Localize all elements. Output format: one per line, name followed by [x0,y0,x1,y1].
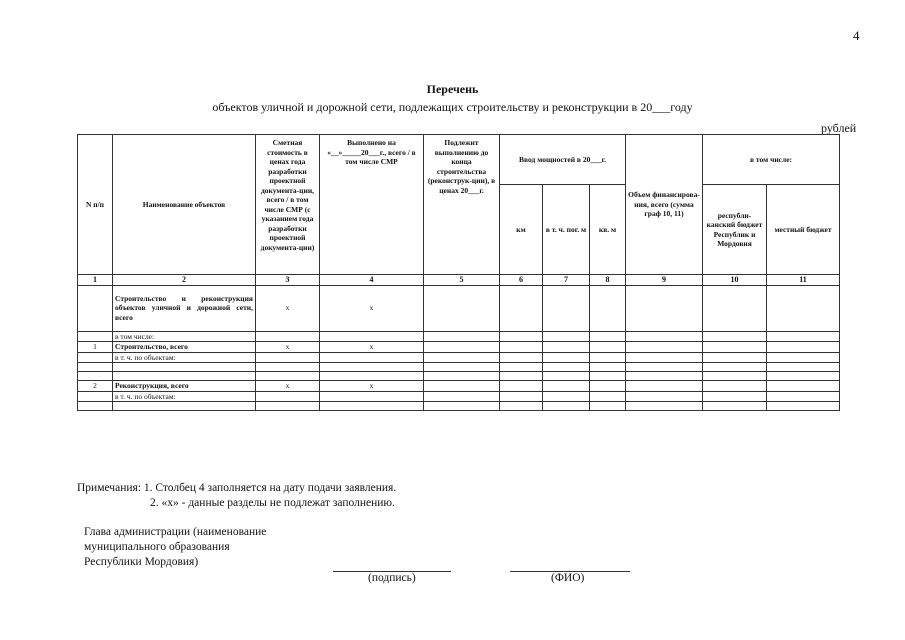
table-row [78,342,840,353]
note-2: 2. «х» - данные разделы не подлежат заполнению. [150,497,395,509]
row-number: 1 [78,342,113,353]
table-row [78,402,840,411]
currency-label: рублей [821,121,857,135]
x-mark: х [320,342,424,353]
table-row [78,381,840,392]
fio-caption: (ФИО) [551,572,585,584]
col-number: 9 [626,275,703,286]
col-number: 11 [767,275,840,286]
header-todo: Подлежит выполнению до конца строительства (реконструк-ции), в ценах 20___г. [424,135,500,275]
table-row [78,372,840,381]
signature-line-1: Глава администрации (наименование [84,526,267,538]
header-volume: Объем финансирова-ния, всего (сумма граф 10, 11) [626,135,703,275]
table-row [78,391,840,402]
signature-line-3: Республики Мордовия) [84,556,199,568]
col-number: 10 [703,275,767,286]
col-number: 2 [113,275,256,286]
header-republic-budget: республи-канский бюджет Республик и Мордовия [703,185,767,275]
x-mark: х [320,285,424,331]
col-number: 6 [500,275,543,286]
total-row-label: Строительство и реконструкция объектов уличной и дорожной сети, всего [113,285,256,331]
table-row [78,285,840,331]
construction-label: Строительство, всего [113,342,256,353]
col-number: 3 [256,275,320,286]
table-row [78,363,840,372]
signature-line-2: муниципального образования [84,541,230,553]
x-mark: х [256,285,320,331]
page-number: 4 [853,28,860,43]
col-number: 7 [543,275,590,286]
header-name: Наименование объектов [113,135,256,275]
including-label: в том числе: [113,331,256,342]
table-row [78,352,840,363]
document-title: Перечень [426,82,479,96]
col-number: 4 [320,275,424,286]
x-mark: х [256,381,320,392]
row-number: 2 [78,381,113,392]
signature-block [84,525,266,570]
signature-caption: (подпись) [368,572,416,584]
header-capacity: Ввод мощностей в 20___г. [500,135,626,185]
note-1: Примечания: 1. Столбец 4 заполняется на дату подачи заявления. [77,482,397,494]
header-local-budget: местный бюджет [767,185,840,275]
objects-table [77,134,840,411]
by-objects-label: в т. ч. по объектам: [113,352,256,363]
col-number: 8 [590,275,626,286]
x-mark: х [256,342,320,353]
header-cost: Сметная стоимость в ценах года разработки проектной документа-ции, всего / в том числе СМР (с указанием года разработки проектной документа-ции) [256,135,320,275]
by-objects-label: в т. ч. по объектам: [113,391,256,402]
document-subtitle: объектов уличной и дорожной сети, подлежащих строительству и реконструкции в 20___году [212,100,693,114]
col-number: 1 [78,275,113,286]
header-km: км [500,185,543,275]
notes [77,481,396,511]
header-pog: в т. ч. пог. м [543,185,590,275]
column-number-row [78,275,840,286]
header-done: Выполнено на «__»_____20___г., всего / в том числе СМР [320,135,424,275]
col-number: 5 [424,275,500,286]
header-sqm: кв. м [590,185,626,275]
header-num: N п/п [78,135,113,275]
header-including: в том числе: [703,135,840,185]
table-row [78,331,840,342]
reconstruction-label: Реконструкция, всего [113,381,256,392]
x-mark: х [320,381,424,392]
